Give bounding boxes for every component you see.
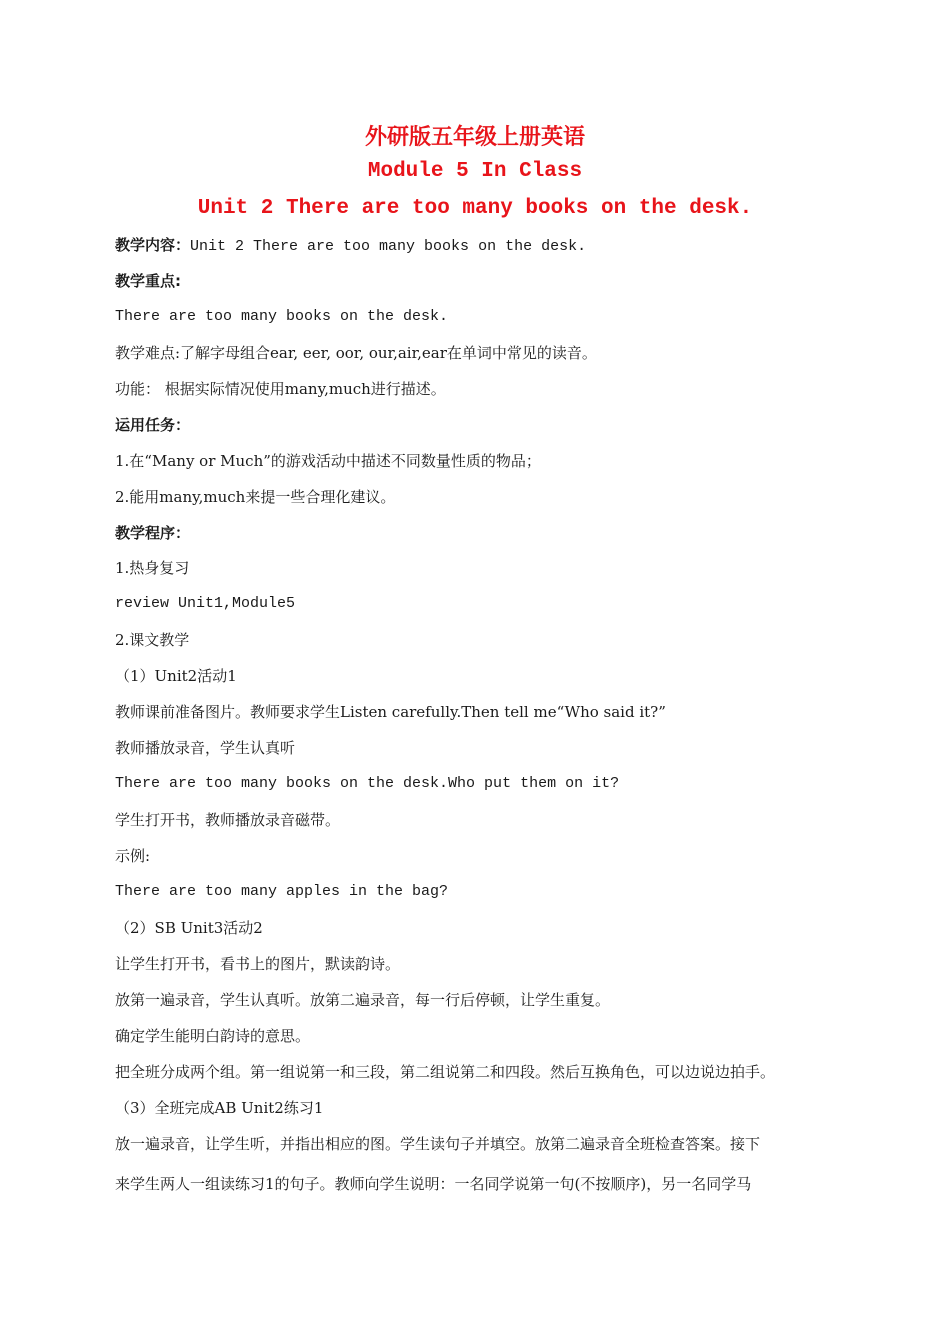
unit-title: Unit 2 There are too many books on the desk. [197, 197, 753, 220]
tasks-heading: 运用任务： [115, 416, 191, 434]
content-line: 教学难点:了解字母组合ear, eer, oor, our,air,ear在单词中常见的读音。 [115, 344, 597, 362]
content-line: There are too many apples in the bag? [115, 883, 449, 900]
content-line: 1.热身复习 [115, 559, 190, 577]
content-line: review Unit1,Module5 [115, 595, 296, 612]
line-label: 教学内容： [115, 236, 191, 254]
content-line: 示例: [115, 847, 151, 865]
content-line: 功能： 根据实际情况使用many,much进行描述。 [115, 380, 446, 398]
content-line: 把全班分成两个组。第一组说第一和三段，第二组说第二和四段。然后互换角色，可以边说边拍手。 [115, 1063, 776, 1081]
content-line: （2）SB Unit3活动2 [115, 919, 263, 937]
content-line: 确定学生能明白韵诗的意思。 [115, 1027, 311, 1045]
content-line [115, 234, 860, 258]
procedure-heading: 教学程序： [115, 524, 191, 542]
key-points-heading: 教学重点: [115, 272, 181, 290]
content-line: There are too many books on the desk.Who put them on it? [115, 775, 620, 792]
content-line: 教师播放录音，学生认真听 [115, 739, 296, 757]
content-line: 2.能用many,much来提一些合理化建议。 [115, 488, 396, 506]
content-line: 放第一遍录音，学生认真听。放第二遍录音，每一行后停顿，让学生重复。 [115, 991, 611, 1009]
content-line: 来学生两人一组读练习1的句子。教师向学生说明：一名同学说第一句(不按顺序)，另一名同学马 [115, 1175, 752, 1193]
line-text: Unit 2 There are too many books on the desk. [190, 238, 587, 255]
content-line: 1.在“Many or Much”的游戏活动中描述不同数量性质的物品； [115, 452, 541, 470]
content-line: （1）Unit2活动1 [115, 667, 237, 685]
content-line: 2.课文教学 [115, 631, 190, 649]
module-title: Module 5 In Class [367, 160, 583, 183]
content-line: （3）全班完成AB Unit2练习1 [115, 1099, 324, 1117]
content-line: There are too many books on the desk. [115, 308, 449, 325]
content-line: 放一遍录音，让学生听，并指出相应的图。学生读句子并填空。放第二遍录音全班检查答案。接下 [115, 1135, 761, 1153]
document-title: 外研版五年级上册英语 [364, 125, 585, 150]
content-line: 学生打开书，教师播放录音磁带。 [115, 811, 341, 829]
content-line: 教师课前准备图片。教师要求学生Listen carefully.Then tell me“Who said it?” [115, 703, 666, 721]
content-line: 让学生打开书，看书上的图片，默读韵诗。 [115, 955, 401, 973]
